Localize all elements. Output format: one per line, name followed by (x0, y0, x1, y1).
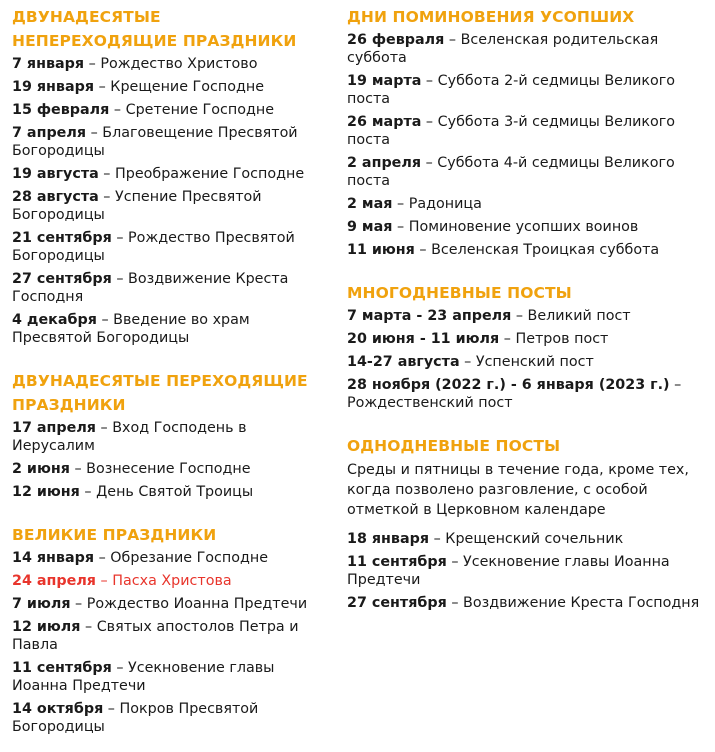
list-item: 14 октября – Покров Пресвятой Богородицы (12, 701, 259, 735)
list-item: 7 марта - 23 апреля – Великий пост (347, 308, 631, 324)
entry-text: Суббота 4-й седмицы Великого поста (347, 155, 675, 189)
left-column (12, 0, 330, 741)
list-item: 28 ноября (2022 г.) - 6 января (2023 г.) – Рождественский пост (347, 377, 682, 411)
entry-text: Обрезание Господне (110, 550, 269, 566)
section-heading: ДНИ ПОМИНОВЕНИЯ УСОПШИХ (347, 8, 635, 26)
list-item: 19 марта – Суббота 2-й седмицы Великого поста (347, 73, 676, 107)
entry-text: Суббота 2-й седмицы Великого поста (347, 73, 676, 107)
list-item: 2 апреля – Суббота 4-й седмицы Великого поста (347, 155, 675, 189)
list-item: 7 января – Рождество Христово (12, 56, 258, 72)
entry-date: 14 октября (12, 701, 104, 717)
entry-text: Рождественский пост (347, 395, 513, 411)
entry-text: День Святой Троицы (96, 484, 254, 500)
entry-date: 7 июля (12, 596, 71, 612)
list-item: 26 февраля – Вселенская родительская суббота (347, 32, 659, 66)
entry-date: 21 сентября (12, 230, 112, 246)
entry-date: 27 сентября (347, 595, 447, 611)
entry-text: Крещение Господне (110, 79, 265, 95)
list-item: 19 августа – Преображение Господне (12, 166, 305, 182)
entry-date: 19 января (12, 79, 95, 95)
list-item: 20 июня - 11 июля – Петров пост (347, 331, 609, 347)
entry-text: Воздвижение Креста Господня (463, 595, 700, 611)
list-item: 19 января – Крещение Господне (12, 79, 265, 95)
entry-date: 2 апреля (347, 155, 422, 171)
entry-text: Успенский пост (475, 354, 594, 370)
list-item: 14 января – Обрезание Господне (12, 550, 269, 566)
list-item: 11 июня – Вселенская Троицкая суббота (347, 242, 660, 258)
list-item: 17 апреля – Вход Господень в Иерусалим (12, 420, 247, 454)
section-heading: ДВУНАДЕСЯТЫЕ ПЕРЕХОДЯЩИЕ ПРАЗДНИКИ (12, 372, 308, 414)
entry-text: Вознесение Господне (86, 461, 251, 477)
list-item: 4 декабря – Введение во храм Пресвятой Богородицы (12, 312, 250, 346)
entry-text: Сретение Господне (125, 102, 275, 118)
entry-text: Вход Господень в Иерусалим (12, 420, 247, 454)
entry-text: Воздвижение Креста Господня (12, 271, 289, 305)
list-item-easter: 24 апреля – Пасха Христова (12, 573, 232, 589)
entry-date: 9 мая (347, 219, 393, 235)
entry-text: Усекновение главы Иоанна Предтечи (347, 554, 670, 588)
entry-date: 17 апреля (12, 420, 96, 436)
entry-date: 7 января (12, 56, 85, 72)
entry-date: 11 сентября (347, 554, 447, 570)
entry-text: Введение во храм Пресвятой Богородицы (12, 312, 250, 346)
entry-text: Вселенская родительская суббота (347, 32, 659, 66)
list-item: 7 апреля – Благовещение Пресвятой Богородицы (12, 125, 298, 159)
list-item: 21 сентября – Рождество Пресвятой Богородицы (12, 230, 295, 264)
list-item: 9 мая – Поминовение усопших воинов (347, 219, 639, 235)
entry-text: Великий пост (527, 308, 631, 324)
entry-date: 7 апреля (12, 125, 87, 141)
entry-text: Благовещение Пресвятой Богородицы (12, 125, 298, 159)
list-item: 15 февраля – Сретение Господне (12, 102, 275, 118)
entry-text: Святых апостолов Петра и Павла (12, 619, 299, 653)
section-heading: ОДНОДНЕВНЫЕ ПОСТЫ (347, 437, 561, 455)
list-item: 7 июля – Рождество Иоанна Предтечи (12, 596, 308, 612)
entry-text: Радоница (408, 196, 482, 212)
entry-date: 18 января (347, 531, 430, 547)
entry-date: 7 марта - 23 апреля (347, 308, 512, 324)
entry-date: 12 июля (12, 619, 81, 635)
entry-text: Вселенская Троицкая суббота (431, 242, 660, 258)
entry-date: 14 января (12, 550, 95, 566)
section-one-day-fasts (347, 434, 709, 612)
entry-date: 11 сентября (12, 660, 112, 676)
list-item: 28 августа – Успение Пресвятой Богородицы (12, 189, 262, 223)
entry-text: Покров Пресвятой Богородицы (12, 701, 259, 735)
section-movable-feasts (12, 369, 330, 501)
list-item: 26 марта – Суббота 3-й седмицы Великого поста (347, 114, 676, 148)
section-heading: МНОГОДНЕВНЫЕ ПОСТЫ (347, 284, 572, 302)
list-item: 12 июня – День Святой Троицы (12, 484, 254, 500)
entry-date: 26 февраля (347, 32, 445, 48)
entry-date: 14-27 августа (347, 354, 460, 370)
section-note: Среды и пятницы в течение года, кроме тех, когда позволено разговление, с особой отметкой в Церковном календаре (347, 462, 689, 518)
entry-text: Крещенский сочельник (445, 531, 624, 547)
entry-date: 2 мая (347, 196, 393, 212)
entry-date: 28 августа (12, 189, 99, 205)
entry-date: 2 июня (12, 461, 70, 477)
list-item: 14-27 августа – Успенский пост (347, 354, 594, 370)
entry-text: Суббота 3-й седмицы Великого поста (347, 114, 676, 148)
entry-text: Рождество Иоанна Предтечи (86, 596, 308, 612)
entry-date: 4 декабря (12, 312, 97, 328)
entry-text: Петров пост (515, 331, 609, 347)
entry-text: Успение Пресвятой Богородицы (12, 189, 262, 223)
entry-date: 27 сентября (12, 271, 112, 287)
list-item: 18 января – Крещенский сочельник (347, 531, 624, 547)
entry-date: 19 марта (347, 73, 422, 89)
entry-date: 20 июня - 11 июля (347, 331, 500, 347)
list-item: 27 сентября – Воздвижение Креста Господня (347, 595, 700, 611)
section-memorial-days (347, 5, 709, 259)
entry-text: Усекновение главы Иоанна Предтечи (12, 660, 275, 694)
section-immovable-feasts (12, 5, 330, 347)
entry-text: Рождество Пресвятой Богородицы (12, 230, 295, 264)
entry-date: 11 июня (347, 242, 415, 258)
list-item: 11 сентября – Усекновение главы Иоанна Предтечи (12, 660, 275, 694)
entry-date: 26 марта (347, 114, 422, 130)
entry-text: Пасха Христова (112, 573, 232, 589)
entry-text: Рождество Христово (100, 56, 258, 72)
right-column (347, 0, 709, 617)
entry-date: 19 августа (12, 166, 99, 182)
entry-date: 12 июня (12, 484, 80, 500)
entry-text: Преображение Господне (115, 166, 305, 182)
entry-text: Поминовение усопших воинов (408, 219, 639, 235)
section-great-feasts (12, 523, 330, 736)
entry-date: 24 апреля (12, 573, 96, 589)
entry-date: 28 ноября (2022 г.) - 6 января (2023 г.) (347, 377, 670, 393)
list-item: 11 сентября – Усекновение главы Иоанна Предтечи (347, 554, 670, 588)
list-item: 2 июня – Вознесение Господне (12, 461, 251, 477)
list-item: 27 сентября – Воздвижение Креста Господня (12, 271, 289, 305)
section-heading: ВЕЛИКИЕ ПРАЗДНИКИ (12, 526, 217, 544)
section-heading: ДВУНАДЕСЯТЫЕ НЕПЕРЕХОДЯЩИЕ ПРАЗДНИКИ (12, 8, 297, 50)
entry-date: 15 февраля (12, 102, 110, 118)
list-item: 12 июля – Святых апостолов Петра и Павла (12, 619, 299, 653)
list-item: 2 мая – Радоница (347, 196, 482, 212)
section-multi-day-fasts (347, 281, 709, 412)
